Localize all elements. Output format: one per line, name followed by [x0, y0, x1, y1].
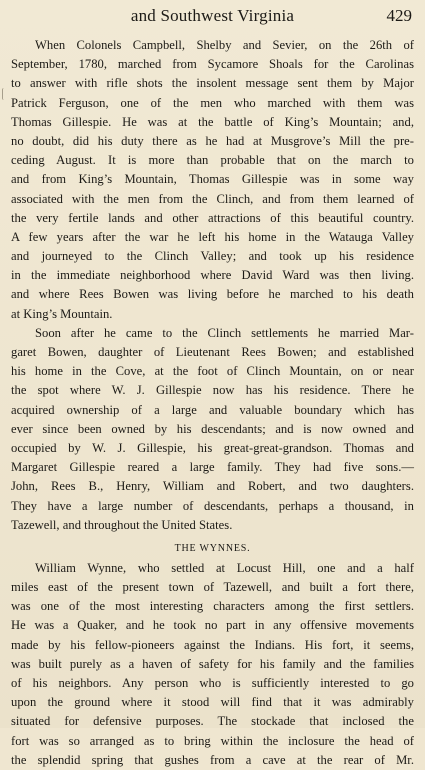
text-line: was one of the most interesting characters among the first settlers.: [11, 599, 414, 614]
text-line: upon the ground where it stood will find that it was admirably: [11, 695, 414, 710]
text-line: the spot where W. J. Gillespie now has his residence. There he: [11, 383, 414, 398]
text-line: fort was so arranged as to bring within the inclosure the head of: [11, 733, 414, 748]
text-line: made by his fellow-pioneers against the Indians. His fort, it seems,: [11, 637, 414, 652]
text-line: associated with the men from the Clinch, and from them learned of: [11, 191, 414, 206]
text-line: the splendid spring that gushes from a cave at the rear of Mr.: [11, 752, 414, 767]
text-line: no doubt, did his duty there as he had at Musgrove’s Mill the pre-: [11, 133, 414, 148]
text-line: Tazewell, and throughout the United States.: [11, 517, 233, 532]
text-line: occupied by W. J. Gillespie, his great-great-grandson. Thomas and: [11, 440, 414, 455]
text-line: miles east of the present town of Tazewell, and built a fort there,: [11, 580, 414, 595]
text-line: the very fertile lands and other attractions of this beautiful country.: [11, 210, 414, 225]
text-line: John, Rees B., Henry, William and Robert, and two daughters.: [11, 479, 414, 494]
page-number: 429: [386, 6, 412, 25]
text-line: Margaret Gillespie reared a large family. They had five sons.—: [11, 460, 414, 475]
section-heading: THE WYNNES.: [174, 542, 251, 554]
text-line: A few years after the war he left his home in the Watauga Valley: [11, 229, 414, 244]
text-line: garet Bowen, daughter of Lieutenant Rees Bowen; and established: [11, 345, 414, 359]
margin-pencil-mark: [2, 88, 6, 100]
text-line: at King’s Mountain.: [11, 306, 113, 321]
text-line: Thomas Gillespie. He was at the battle of King’s Mountain; and,: [11, 114, 414, 129]
text-line: acquired ownership of a large and valuable boundary which has: [11, 402, 414, 417]
text-line: was built purely as a haven of safety for his family and the families: [11, 656, 414, 671]
paragraph-gillespie-family: [11, 324, 414, 535]
text-line: and journeyed to the Clinch Valley; and took up his residence: [11, 249, 414, 264]
text-line: He was a Quaker, and he took no part in any offensive movements: [11, 618, 414, 633]
text-line: of his neighbors. Any person who is sufficiently interested to go: [11, 676, 414, 690]
text-line: in the immediate neighborhood where David Ward was then living.: [11, 268, 414, 283]
text-line: situated for defensive purposes. The stockade that inclosed the: [11, 714, 414, 729]
text-line: ceding August. It is more than probable that on the march to: [11, 153, 414, 168]
text-line: his home in the Cove, at the foot of Clinch Mountain, on or near: [11, 364, 414, 379]
body-text: [11, 36, 414, 770]
text-line: William Wynne, who settled at Locust Hill, one and a half: [35, 560, 414, 575]
text-line: They have a large number of descendants, perhaps a thousand, in: [11, 498, 414, 513]
text-line: Soon after he came to the Clinch settlements he married Mar-: [35, 325, 414, 340]
text-line: to answer with rifle shots the insolent message sent them by Major: [11, 76, 414, 91]
text-line: and where Rees Bowen was living before he marched to his death: [11, 287, 414, 302]
text-line: September, 1780, marched from Sycamore Shoals for the Carolinas: [11, 57, 414, 72]
running-title: and Southwest Virginia: [130, 6, 295, 25]
paragraph-campbell-shelby-sevier: [11, 36, 414, 324]
text-line: When Colonels Campbell, Shelby and Sevier, on the 26th of: [35, 38, 414, 52]
paragraph-william-wynne: [11, 559, 414, 770]
text-line: ever since been owned by his descendants; and is now owned and: [11, 421, 414, 436]
text-line: Patrick Ferguson, one of the men who marched with them was: [11, 95, 414, 110]
text-line: and from King’s Mountain, Thomas Gillespie was in some way: [11, 172, 414, 187]
